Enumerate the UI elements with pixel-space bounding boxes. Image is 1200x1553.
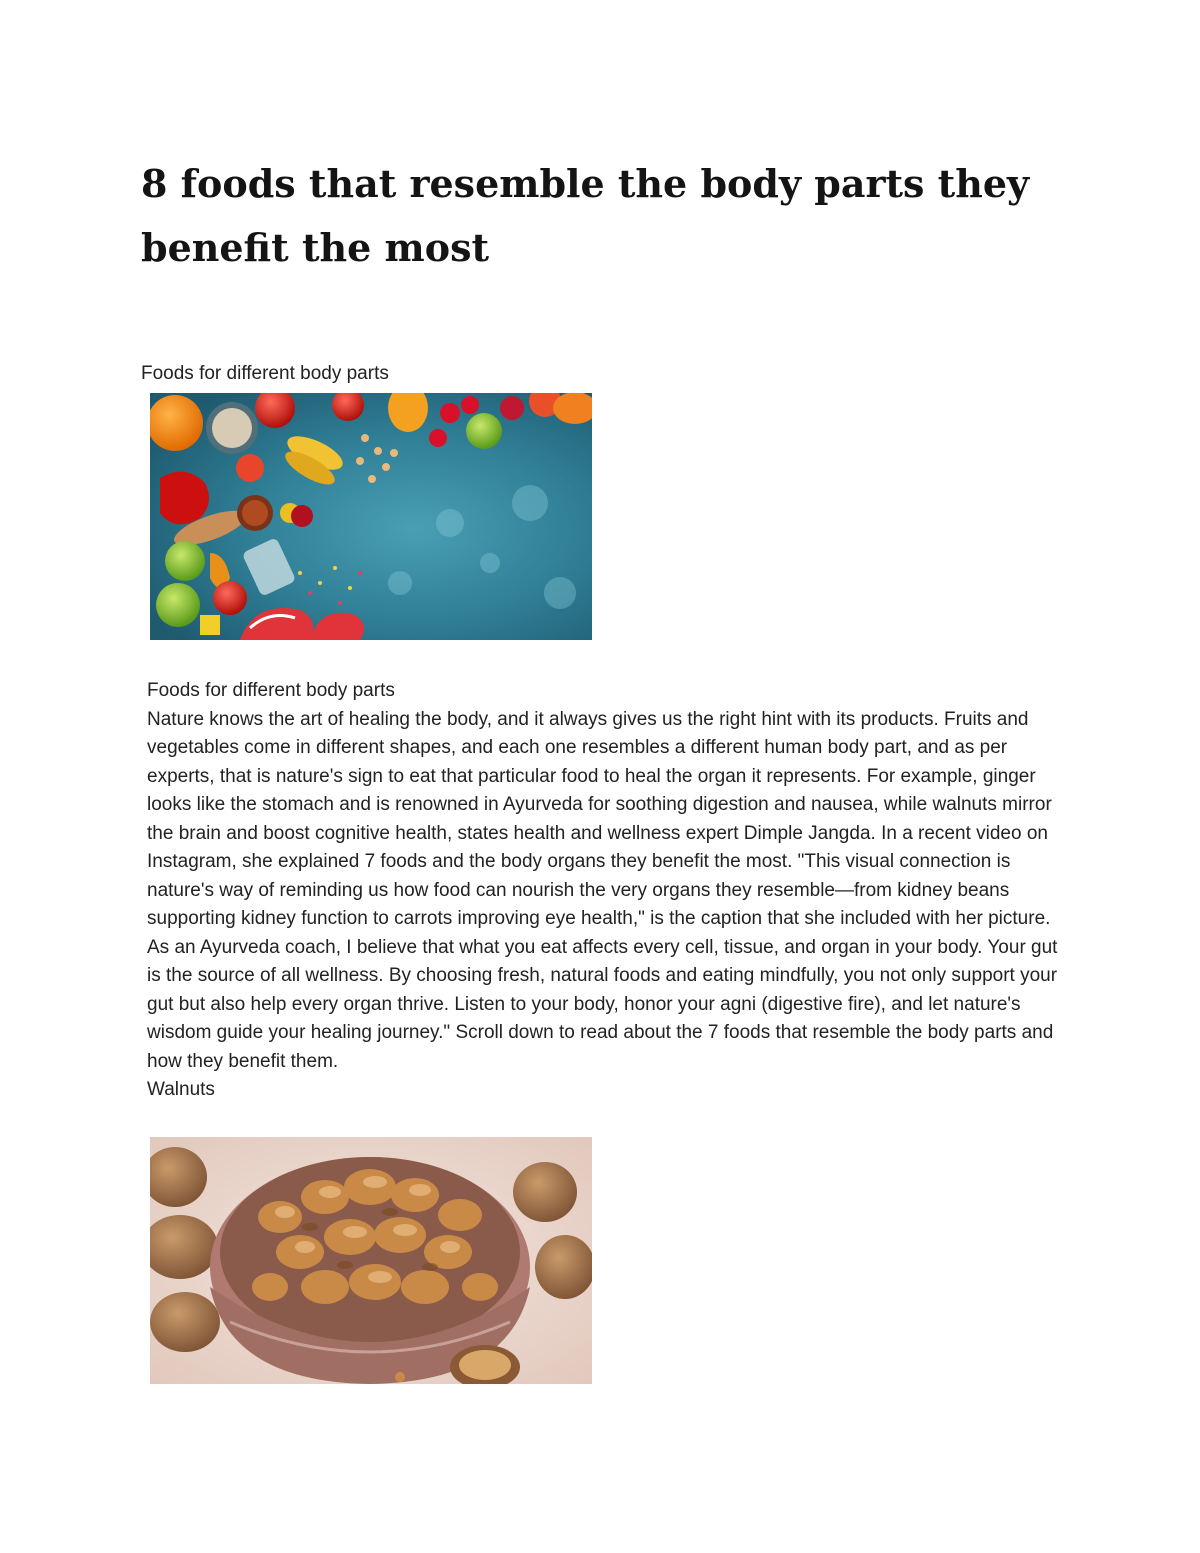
article-body bbox=[141, 677, 1071, 1105]
article-paragraph: Nature knows the art of healing the body, and it always gives us the right hint with its products. Fruits and vegetables come in different shapes, and each one resembles a different human body part, and as per experts, that is nature's sign to eat that particular food to heal the organ it represents. For example, ginger looks like the stomach and is renowned in Ayurveda for soothing digestion and nausea, while walnuts mirror the brain and boost cognitive health, states health and wellness expert Dimple Jangda. In a recent video on Instagram, she explained 7 foods and the body organs they benefit the most. "This visual connection is nature's way of reminding us how food can nourish the very organs they resemble—from kidney beans supporting kidney function to carrots improving eye health," is the caption that she included with her picture. As an Ayurveda coach, I believe that what you eat affects every cell, tissue, and organ in your body. Your gut is the source of all wellness. By choosing fresh, natural foods and eating mindfully, you not only support your gut but also help every organ thrive. Listen to your body, honor your agni (digestive fire), and let nature's wisdom guide your healing journey." Scroll down to read about the 7 foods that resemble the body parts and how they benefit them. bbox=[147, 708, 1058, 1072]
walnuts-image bbox=[150, 1137, 592, 1384]
section-heading-walnuts: Walnuts bbox=[147, 1079, 215, 1100]
intro-caption: Foods for different body parts bbox=[141, 363, 389, 384]
foods-image bbox=[150, 393, 592, 640]
image-caption: Foods for different body parts bbox=[147, 680, 395, 701]
article-title: 8 foods that resemble the body parts they benefit the most bbox=[141, 161, 1030, 270]
